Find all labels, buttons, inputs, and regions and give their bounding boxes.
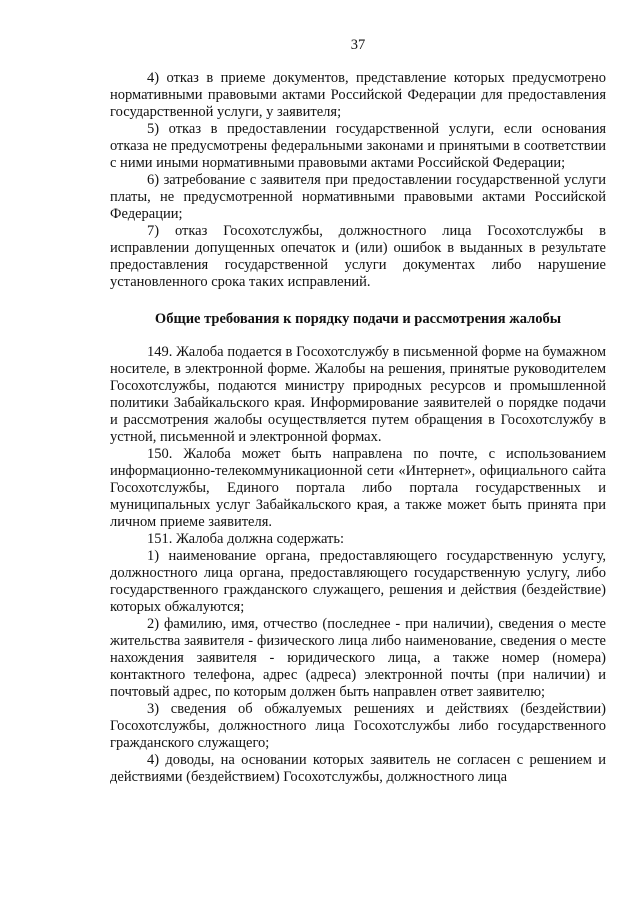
list-item-authority-name: 1) наименование органа, предоставляющего государственную услугу, должностного лица органа, предоставляющего государственную услугу, либо государственного гражданского служащего, решения и действия (бездействие) которых обжалуются;	[110, 548, 606, 615]
list-item-fee-demand: 6) затребование с заявителя при предоставлении государственной услуги платы, не предусмотренной нормативными правовыми актами Российской Федерации;	[110, 172, 606, 222]
paragraph-151: 151. Жалоба должна содержать:	[147, 531, 345, 547]
paragraph-149: 149. Жалоба подается в Госохотслужбу в письменной форме на бумажном носителе, в электронной форме. Жалобы на решения, принятые руководителем Госохотслужбы, подаются министру природных ресурсов и промышленной политики Забайкальского края. Информирование заявителей о порядке подачи и рассмотрения жалобы осуществляется путем обращения в Госохотслужбу в устной, письменной и электронной формах.	[110, 344, 606, 445]
list-item-refusal-service: 5) отказ в предоставлении государственной услуги, если основания отказа не предусмотрены федеральными законами и принятыми в соответствии с ними иными нормативными правовыми актами Российской Федерации;	[110, 121, 606, 171]
list-item-arguments: 4) доводы, на основании которых заявитель не согласен с решением и действиями (бездействием) Госохотслужбы, должностного лица	[110, 752, 606, 785]
list-before-heading	[110, 70, 606, 291]
list-item-applicant-details: 2) фамилию, имя, отчество (последнее - при наличии), сведения о месте жительства заявителя - физического лица либо наименование, сведения о месте нахождения заявителя - юридического лица, а также номер (номера) контактного телефона, адрес (адреса) электронной почты (при наличии) и почтовый адрес, по которым должен быть направлен ответ заявителю;	[110, 616, 606, 700]
document-page	[110, 36, 606, 786]
section-heading: Общие требования к порядку подачи и рассмотрения жалобы	[154, 311, 562, 327]
section-body	[110, 344, 606, 786]
paragraph-150: 150. Жалоба может быть направлена по почте, с использованием информационно-телекоммуникационной сети «Интернет», официального сайта Госохотслужбы, Единого портала либо портала государственных и муниципальных услуг Забайкальского края, а также может быть принята при личном приеме заявителя.	[110, 446, 606, 530]
list-item-refusal-documents: 4) отказ в приеме документов, представление которых предусмотрено нормативными правовыми актами Российской Федерации для предоставления государственной услуги, у заявителя;	[110, 70, 606, 120]
list-item-correction-refusal: 7) отказ Госохотслужбы, должностного лица Госохотслужбы в исправлении допущенных опечаток и (или) ошибок в выданных в результате предоставления государственной услуги документах либо нарушение установленного срока таких исправлений.	[110, 223, 606, 290]
page-number: 37	[350, 37, 366, 53]
list-item-appealed-decisions: 3) сведения об обжалуемых решениях и действиях (бездействии) Госохотслужбы, должностного лица Госохотслужбы либо государственного гражданского служащего;	[110, 701, 606, 751]
